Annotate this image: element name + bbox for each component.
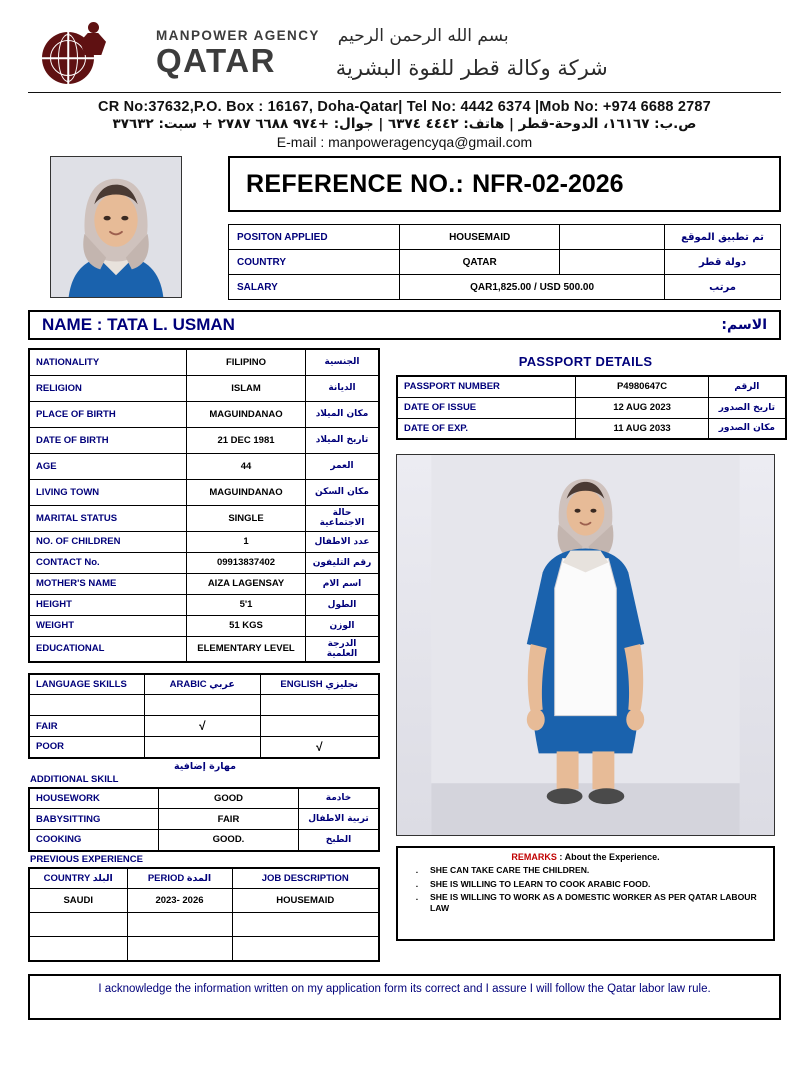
- brand-name: [156, 29, 320, 78]
- children-arabic: عدد الاطفال: [306, 531, 380, 552]
- cooking-value: GOOD.: [159, 830, 299, 851]
- previous-experience-table: [28, 867, 380, 962]
- date-of-birth-label: DATE OF BIRTH: [29, 427, 187, 453]
- date-of-expiry-label: DATE OF EXP.: [397, 418, 576, 439]
- housework-arabic: خادمة: [299, 788, 380, 809]
- biodata-table: [28, 348, 380, 663]
- additional-skill-table: [28, 787, 380, 852]
- remarks-box: [396, 846, 775, 941]
- list-item: [404, 879, 767, 890]
- experience-country-header-en: COUNTRY: [43, 872, 91, 884]
- date-of-birth-arabic: تاريخ الميلاد: [306, 427, 380, 453]
- experience-period-3: [127, 937, 232, 961]
- position-applied-label: POSITON APPLIED: [229, 225, 400, 250]
- babysitting-arabic: تربية الاطفال: [299, 809, 380, 830]
- place-of-birth-arabic: مكان الميلاد: [306, 401, 380, 427]
- email-address: E-mail : manpoweragencyqa@gmail.com: [276, 134, 533, 150]
- mother-name-label: MOTHER'S NAME: [29, 573, 187, 594]
- table-row: [229, 250, 781, 275]
- babysitting-label: BABYSITTING: [29, 809, 159, 830]
- document-header: [0, 0, 809, 156]
- religion-arabic: الديانة: [306, 375, 380, 401]
- contact-info: CR No:37632,P.O. Box : 16167, Doha-Qatar| Tel No: 4442 6374 |Mob No: +974 6688 2787: [98, 99, 711, 115]
- table-row: [397, 418, 786, 439]
- brand-line-1: MANPOWER AGENCY: [156, 27, 320, 43]
- table-row: [29, 552, 379, 573]
- education-value: ELEMENTARY LEVEL: [187, 636, 306, 662]
- previous-experience-title: PREVIOUS EXPERIENCE: [30, 853, 143, 865]
- living-town-label: LIVING TOWN: [29, 479, 187, 505]
- table-row: [29, 505, 379, 531]
- salary-value: QAR1,825.00 / USD 500.00: [400, 275, 665, 300]
- brand-line-2: QATAR: [156, 42, 276, 80]
- experience-period-header-ar: المدة: [186, 872, 212, 884]
- language-english-header: [260, 674, 379, 695]
- education-label: EDUCATIONAL: [29, 636, 187, 662]
- country-label: COUNTRY: [229, 250, 400, 275]
- table-row: [29, 479, 379, 505]
- experience-job-header: JOB DESCRIPTION: [232, 868, 379, 889]
- contact-value: 09913837402: [187, 552, 306, 573]
- religion-label: RELIGION: [29, 375, 187, 401]
- reference-number-box: [228, 156, 781, 212]
- header-divider: [28, 92, 781, 93]
- marital-status-label: MARITAL STATUS: [29, 505, 187, 531]
- language-fair-label: FAIR: [29, 716, 145, 737]
- remark-text-1: SHE CAN TAKE CARE THE CHILDREN.: [430, 865, 590, 875]
- table-row: [29, 889, 379, 913]
- living-town-arabic: مكان السكن: [306, 479, 380, 505]
- language-arabic-header-en: ARABIC: [169, 678, 207, 690]
- religion-value: ISLAM: [187, 375, 306, 401]
- contact-label: CONTACT No.: [29, 552, 187, 573]
- brand-name-arabic: شركة وكالة قطر للقوة البشرية: [335, 56, 608, 80]
- marital-status-arabic: حالة الاجتماعية: [306, 505, 380, 531]
- date-of-expiry-value: 11 AUG 2033: [576, 418, 708, 439]
- remark-text-3: SHE IS WILLING TO WORK AS A DOMESTIC WORKER AS PER QATAR LABOUR LAW: [430, 892, 757, 914]
- date-of-issue-value: 12 AUG 2023: [576, 397, 708, 418]
- table-row: [29, 913, 379, 937]
- mother-name-arabic: اسم الام: [306, 573, 380, 594]
- remarks-list: [404, 865, 767, 914]
- living-town-value: MAGUINDANAO: [187, 479, 306, 505]
- table-row: [397, 376, 786, 397]
- country-spacer: [560, 250, 665, 275]
- language-english-header-en: ENGLISH: [280, 678, 323, 690]
- passport-number-value: P4980647C: [576, 376, 708, 397]
- height-label: HEIGHT: [29, 594, 187, 615]
- experience-period-1: 2023- 2026: [127, 889, 232, 913]
- table-row: [29, 594, 379, 615]
- weight-label: WEIGHT: [29, 615, 187, 636]
- passport-number-label: PASSPORT NUMBER: [397, 376, 576, 397]
- table-row: [29, 868, 379, 889]
- table-row: [29, 716, 379, 737]
- mother-name-value: AIZA LAGENSAY: [187, 573, 306, 594]
- remarks-bullet: .: [415, 878, 419, 889]
- table-row: [397, 397, 786, 418]
- list-item: [404, 865, 767, 876]
- language-poor-arabic-check: [145, 737, 261, 758]
- language-fair-english-check: [260, 716, 379, 737]
- position-applied-spacer: [560, 225, 665, 250]
- right-column: [390, 348, 781, 962]
- table-row: [229, 225, 781, 250]
- language-row-blank-label: [29, 695, 145, 716]
- table-row: [29, 636, 379, 662]
- contact-arabic: رقم التليفون: [306, 552, 380, 573]
- company-logo-icon: [28, 20, 146, 86]
- nationality-value: FILIPINO: [187, 349, 306, 375]
- table-row: [29, 531, 379, 552]
- table-row: [29, 427, 379, 453]
- language-fair-arabic-check: √: [145, 716, 261, 737]
- left-column: [28, 348, 380, 962]
- table-row: [29, 615, 379, 636]
- housework-label: HOUSEWORK: [29, 788, 159, 809]
- cooking-label: COOKING: [29, 830, 159, 851]
- position-applied-arabic: تم تطبيق الموقع: [665, 225, 781, 250]
- height-value: 5'1: [187, 594, 306, 615]
- date-of-issue-arabic: تاريخ الصدور: [708, 397, 786, 418]
- header-brand-row: [28, 20, 781, 86]
- place-of-birth-label: PLACE OF BIRTH: [29, 401, 187, 427]
- applicant-name-arabic-label: الاسم:: [721, 317, 767, 333]
- table-row: [29, 573, 379, 594]
- acknowledgement-box: [28, 974, 781, 1020]
- experience-job-1: HOUSEMAID: [232, 889, 379, 913]
- language-poor-label: POOR: [29, 737, 145, 758]
- remarks-bullet: .: [415, 865, 419, 875]
- weight-value: 51 KGS: [187, 615, 306, 636]
- experience-period-header-en: PERIOD: [147, 872, 185, 884]
- applicant-name-bar: [28, 310, 781, 340]
- table-row: [29, 349, 379, 375]
- language-arabic-header: [145, 674, 261, 695]
- marital-status-value: SINGLE: [187, 505, 306, 531]
- age-label: AGE: [29, 453, 187, 479]
- table-row: [29, 809, 379, 830]
- experience-country-2: [29, 913, 127, 937]
- table-row: [29, 937, 379, 961]
- contact-info-arabic: ص.ب: ١٦١٦٧، الدوحة-قطر | هاتف: ٤٤٤٢ ٦٣٧٤ | جوال: +٩٧٤ ٦٦٨٨ ٢٧٨٧ + سبت: ٣٧٦٣٢: [112, 116, 697, 132]
- passport-number-arabic: الرقم: [708, 376, 786, 397]
- table-row: [29, 674, 379, 695]
- salary-label: SALARY: [229, 275, 400, 300]
- date-of-expiry-arabic: مكان الصدور: [708, 418, 786, 439]
- table-row: [29, 788, 379, 809]
- salary-arabic: مرتب: [665, 275, 781, 300]
- nationality-arabic: الجنسية: [306, 349, 380, 375]
- date-of-issue-label: DATE OF ISSUE: [397, 397, 576, 418]
- remarks-bullet: .: [415, 892, 419, 903]
- experience-period-2: [127, 913, 232, 937]
- experience-country-3: [29, 937, 127, 961]
- acknowledgement-text: I acknowledge the information written on my application form its correct and I assure I will follow the Qatar labor law rule.: [98, 982, 711, 995]
- country-arabic: دولة قطر: [665, 250, 781, 275]
- remarks-title-red: REMARKS: [511, 852, 557, 862]
- table-row: [29, 401, 379, 427]
- list-item: [404, 892, 767, 913]
- experience-country-1: SAUDI: [29, 889, 127, 913]
- main-columns: [28, 348, 781, 962]
- reference-label: REFERENCE NO.:: [246, 169, 465, 198]
- language-english-header-ar: نجليزي: [325, 678, 359, 690]
- cooking-arabic: الطبخ: [299, 830, 380, 851]
- applicant-portrait-photo: [50, 156, 182, 298]
- weight-arabic: الوزن: [306, 615, 380, 636]
- experience-period-header: [127, 868, 232, 889]
- position-info-table: [228, 224, 781, 300]
- language-skills-table: [28, 673, 380, 759]
- housework-value: GOOD: [159, 788, 299, 809]
- passport-details-title: PASSPORT DETAILS: [518, 354, 653, 369]
- education-arabic: الدرجة العلمية: [306, 636, 380, 662]
- reference-value: NFR-02-2026: [472, 169, 624, 198]
- remarks-title-rest: : About the Experience.: [556, 852, 660, 862]
- experience-job-3: [232, 937, 379, 961]
- experience-job-2: [232, 913, 379, 937]
- language-row-blank-arabic: [145, 695, 261, 716]
- age-arabic: العمر: [306, 453, 380, 479]
- experience-country-header-ar: البلد: [92, 872, 113, 884]
- nationality-label: NATIONALITY: [29, 349, 187, 375]
- language-arabic-header-ar: عربي: [209, 678, 235, 690]
- additional-skill-title: ADDITIONAL SKILL: [30, 773, 119, 785]
- bismillah-text: بسم الله الرحمن الرحيم: [337, 26, 509, 46]
- table-row: [29, 695, 379, 716]
- place-of-birth-value: MAGUINDANAO: [187, 401, 306, 427]
- age-value: 44: [187, 453, 306, 479]
- experience-country-header: [29, 868, 127, 889]
- remarks-title: [404, 852, 767, 862]
- language-poor-english-check: √: [260, 737, 379, 758]
- country-value: QATAR: [400, 250, 560, 275]
- position-applied-value: HOUSEMAID: [400, 225, 560, 250]
- table-row: [29, 375, 379, 401]
- children-label: NO. OF CHILDREN: [29, 531, 187, 552]
- applicant-full-body-photo: [396, 454, 775, 836]
- children-value: 1: [187, 531, 306, 552]
- date-of-birth-value: 21 DEC 1981: [187, 427, 306, 453]
- additional-skill-arabic-label: مهارة إضافية: [174, 760, 236, 772]
- passport-details-table: [396, 375, 787, 440]
- applicant-name: NAME : TATA L. USMAN: [42, 315, 235, 334]
- table-row: [29, 830, 379, 851]
- babysitting-value: FAIR: [159, 809, 299, 830]
- table-row: [29, 737, 379, 758]
- height-arabic: الطول: [306, 594, 380, 615]
- table-row: [29, 453, 379, 479]
- table-row: [229, 275, 781, 300]
- language-row-blank-english: [260, 695, 379, 716]
- language-skills-label: LANGUAGE SKILLS: [29, 674, 145, 695]
- remark-text-2: SHE IS WILLING TO LEARN TO COOK ARABIC FOOD.: [430, 878, 651, 889]
- document-body: [0, 156, 809, 962]
